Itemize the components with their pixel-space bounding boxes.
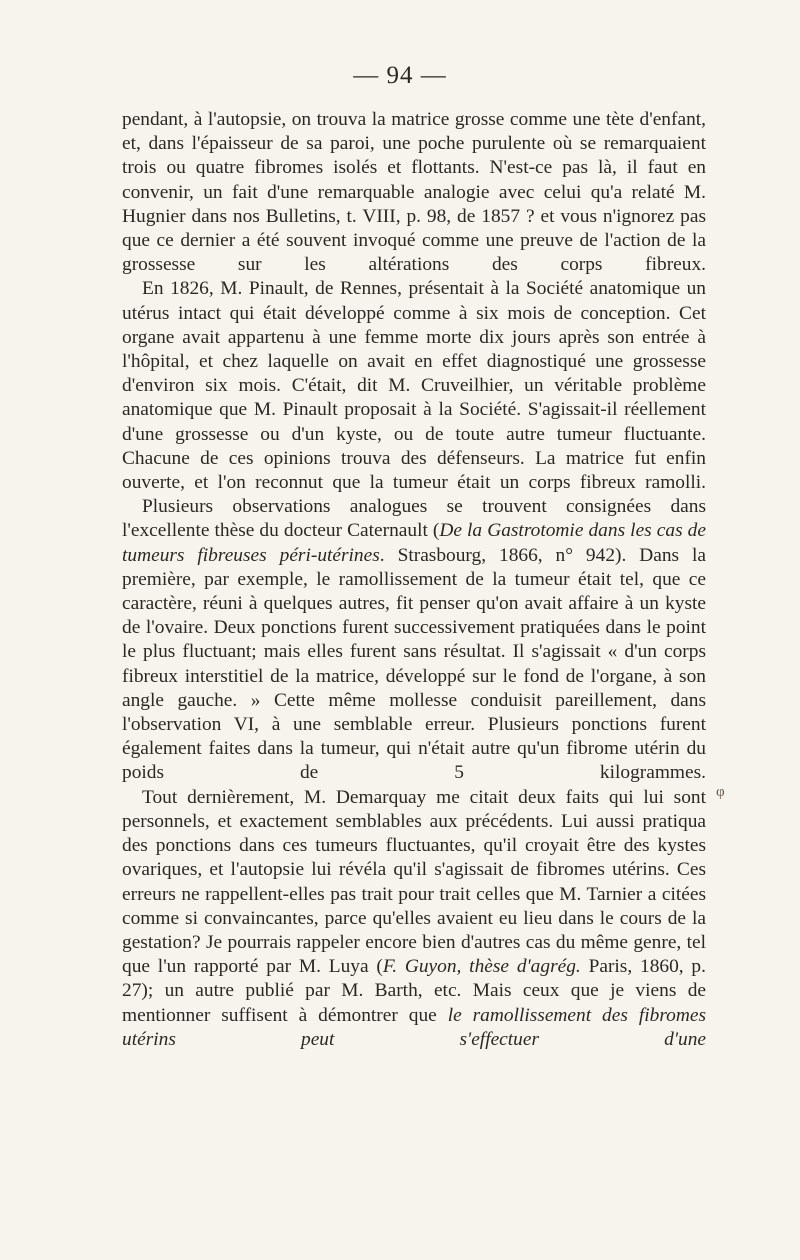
body-text — [122, 108, 706, 1052]
paragraph-3-text-end: . Strasbourg, 1866, n° 942). Dans la première, par exemple, le ramollissement de la tumeur était tel, que ce caractère, réuni à quelques autres, fit penser qu'on avait affaire à un kyste de l'ovaire. Deux ponctions furent successivement pratiquées dans le point le plus fluctuant; mais elles furent sans résultat. Il s'agissait « d'un corps fibreux interstitiel de la matrice, développé sur le fond de l'organe, à son angle gauche. » Cette même mollesse conduisit pareillement, dans l'observation VI, à une semblable erreur. Plusieurs ponctions furent également faites dans la tumeur, qui n'était autre qu'un fibrome utérin du poids de 5 kilogrammes. — [122, 544, 707, 784]
page-number: — 94 — — [353, 62, 447, 89]
closing-italic: le ramollissement des fibromes utérins peut s'effectuer d'une — [122, 1004, 706, 1050]
thesis-title-italic: De la Gastrotomie dans les cas de tumeurs fibreuses péri-utérines — [122, 520, 706, 566]
paragraph-4-text-middle: Paris, 1860, p. 27); un autre publié par M. Barth, etc. Mais ceux que je viens de mentionner suffisent à démontrer que — [122, 956, 706, 1026]
citation-italic: F. Guyon, thèse d'agrég. — [382, 956, 581, 978]
paragraph-3-text-start: Plusieurs observations analogues se trouvent consignées dans l'excellente thèse du docteur Caternault ( — [122, 496, 706, 542]
paragraph-4-text-start: Tout dernièrement, M. Demarquay me citait deux faits qui lui sont personnels, et exactement semblables aux précédents. Lui aussi pratiqua des ponctions dans ces tumeurs fluctuantes, qu'il croyait être des kystes ovariques, et l'autopsie lui révéla qu'il s'agissait de fibromes utérins. Ces erreurs ne rappellent-elles pas trait pour trait celles que M. Tarnier a citées comme si convaincantes, parce qu'elles avaient eu lieu dans le cours de la gestation? Je pourrais rappeler encore bien d'autres cas du même genre, tel que l'un rapporté par M. Luya ( — [122, 786, 706, 978]
paragraph-2: En 1826, M. Pinault, de Rennes, présentait à la Société anatomique un utérus intact qui était développé comme à six mois de conception. Cet organe avait appartenu à une femme morte dix jours après son entrée à l'hôpital, et chez laquelle on avait en effet diagnostiqué une grossesse d'environ six mois. C'était, dit M. Cruveilhier, un véritable problème anatomique que M. Pinault proposait à la Société. S'agissait-il réellement d'une grossesse ou d'un kyste, ou de toute autre tumeur fluctuante. Chacune de ces opinions trouva des défenseurs. La matrice fut enfin ouverte, et l'on reconnut que la tumeur était un corps fibreux ramolli. — [122, 278, 706, 494]
paragraph-1: pendant, à l'autopsie, on trouva la matrice grosse comme une tète d'enfant, et, dans l'épaisseur de sa paroi, une poche purulente où se remarquaient trois ou quatre fibromes isolés et flottants. N'est-ce pas là, il faut en convenir, un fait d'une remarquable analogie avec celui qu'a relaté M. Hugnier dans nos Bulletins, t. VIII, p. 98, de 1857 ? et vous n'ignorez pas que ce dernier a été souvent invoqué comme une preuve de l'action de la grossesse sur les altérations des corps fibreux. — [122, 109, 706, 276]
paragraph-3 — [122, 495, 706, 785]
margin-mark: φ — [716, 784, 725, 800]
paragraph-4 — [122, 786, 706, 1052]
